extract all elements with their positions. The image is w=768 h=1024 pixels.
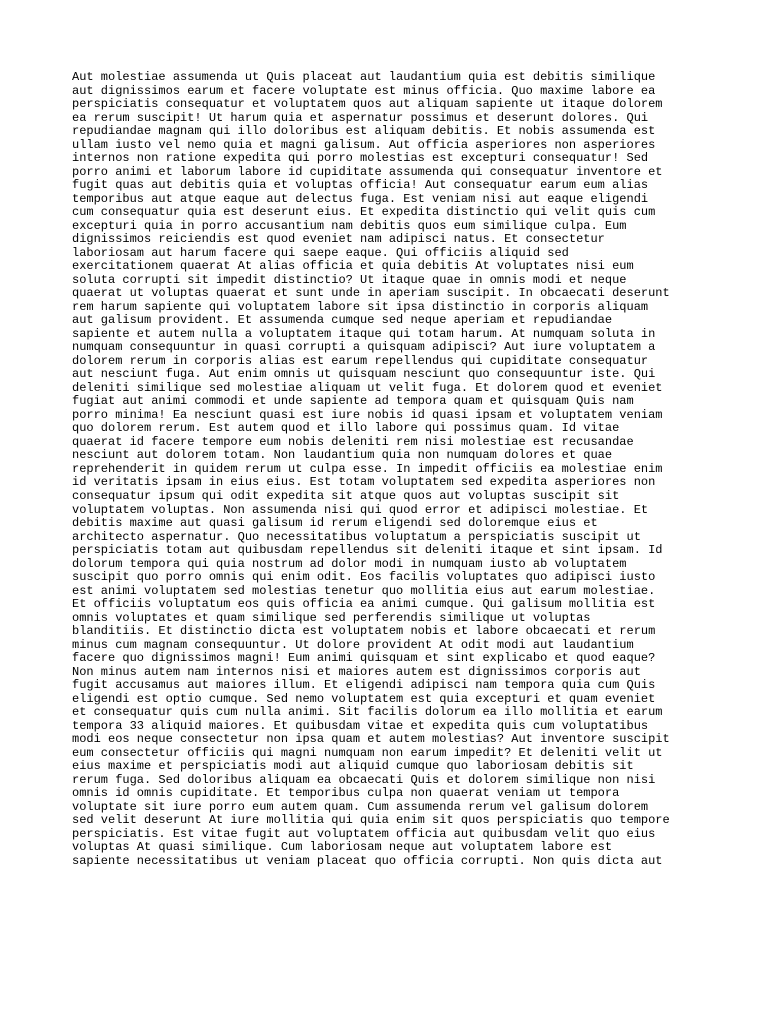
text-line: rem harum sapiente qui voluptatem labore sit ipsa distinctio in corporis aliquam xyxy=(72,299,649,314)
text-line: omnis voluptates et quam similique sed perferendis similique ut voluptas xyxy=(72,610,591,625)
text-line: fugiat aut animi commodi et unde sapiente ad tempora quam et quisquam Quis nam xyxy=(72,394,634,409)
text-line: facere quo dignissimos magni! Eum animi quisquam et sint explicabo et quod eaque? xyxy=(72,651,656,666)
text-line: dolorem rerum in corporis alias est earum repellendus qui cupiditate consequatur xyxy=(72,353,649,368)
text-line: debitis maxime aut quasi galisum id rerum eligendi sed doloremque eius et xyxy=(72,516,598,531)
text-line: reprehenderit in quidem rerum ut culpa esse. In impedit officiis ea molestiae enim xyxy=(72,461,663,476)
text-line: aut galisum provident. Et assumenda cumque sed neque aperiam et repudiandae xyxy=(72,313,613,328)
text-line: tempora 33 aliquid maiores. Et quibusdam vitae et expedita quis cum voluptatibus xyxy=(72,718,649,733)
text-line: sed velit deserunt At iure mollitia qui quia enim sit quos perspiciatis quo tempore xyxy=(72,813,670,828)
text-line: voluptate sit iure porro eum autem quam. Cum assumenda rerum vel galisum dolorem xyxy=(72,799,649,814)
text-line: fugit quas aut debitis quia et voluptas officia! Aut consequatur earum eum alias xyxy=(72,178,649,193)
text-line: laboriosam aut harum facere qui saepe eaque. Qui officiis aliquid sed xyxy=(72,245,569,260)
text-line: quaerat ut voluptas quaerat et sunt unde in aperiam suscipit. In obcaecati deserunt xyxy=(72,286,670,301)
text-line: modi eos neque consectetur non ipsa quam et autem molestias? Aut inventore suscipit xyxy=(72,732,670,747)
text-line: perspiciatis totam aut quibusdam repellendus sit deleniti itaque et sint ipsam. Id xyxy=(72,543,663,558)
text-line: aut nesciunt fuga. Aut enim omnis ut quisquam nesciunt quo consequuntur iste. Qui xyxy=(72,367,656,382)
text-line: consequatur ipsum qui odit expedita sit atque quos aut voluptas suscipit sit xyxy=(72,488,620,503)
text-line: sapiente et autem nulla a voluptatem itaque qui totam harum. At numquam soluta in xyxy=(72,326,656,341)
text-line: est animi voluptatem sed molestias tenetur quo mollitia eius aut earum molestiae. xyxy=(72,583,656,598)
text-line: temporibus aut atque eaque aut delectus fuga. Est veniam nisi aut eaque eligendi xyxy=(72,191,649,206)
text-line: nesciunt aut dolorem totam. Non laudantium quia non numquam dolores et quae xyxy=(72,448,613,463)
text-line: blanditiis. Et distinctio dicta est voluptatem nobis et labore obcaecati et rerum xyxy=(72,624,656,639)
text-line: excepturi quia in porro accusantium nam debitis quos eum similique culpa. Eum xyxy=(72,218,627,233)
text-line: exercitationem quaerat At alias officia et quia debitis At voluptates nisi eum xyxy=(72,259,634,274)
text-line: voluptatem voluptas. Non assumenda nisi qui quod error et adipisci molestiae. Et xyxy=(72,502,649,517)
text-line: deleniti similique sed molestiae aliquam ut velit fuga. Et dolorem quod et eveniet xyxy=(72,380,663,395)
text-line: quo dolorem rerum. Est autem quod et illo labore qui possimus quam. Id vitae xyxy=(72,421,620,436)
text-line: eum consectetur officiis qui magni numquam non earum impedit? Et deleniti velit ut xyxy=(72,745,663,760)
text-line: et consequatur quis cum nulla animi. Sit facilis dolorum ea illo mollitia et earum xyxy=(72,705,663,720)
text-line: Non minus autem nam internos nisi et maiores autem est dignissimos corporis aut xyxy=(72,664,641,679)
text-line: aut dignissimos earum et facere voluptate est minus officia. Quo maxime labore ea xyxy=(72,83,656,98)
text-line: quaerat id facere tempore eum nobis deleniti rem nisi molestiae est recusandae xyxy=(72,434,634,449)
text-line: suscipit quo porro omnis qui enim odit. Eos facilis voluptates quo adipisci iusto xyxy=(72,570,656,585)
text-line: sapiente necessitatibus ut veniam placeat quo officia corrupti. Non quis dicta aut xyxy=(72,853,663,868)
text-line: repudiandae magnam qui illo doloribus est aliquam debitis. Et nobis assumenda est xyxy=(72,124,656,139)
text-line: fugit accusamus aut maiores illum. Et eligendi adipisci nam tempora quia cum Quis xyxy=(72,678,656,693)
text-line: minus cum magnam consequuntur. Ut dolore provident At odit modi aut laudantium xyxy=(72,637,634,652)
text-line: dignissimos reiciendis est quod eveniet nam adipisci natus. Et consectetur xyxy=(72,232,605,247)
body-paragraph xyxy=(72,71,712,868)
text-line: porro minima! Ea nesciunt quasi est iure nobis id quasi ipsam et voluptatem veniam xyxy=(72,407,663,422)
text-line: Et officiis voluptatum eos quis officia ea animi cumque. Qui galisum mollitia est xyxy=(72,597,656,612)
text-line: ullam iusto vel nemo quia et magni galisum. Aut officia asperiores non asperiores xyxy=(72,137,656,152)
text-line: perspiciatis. Est vitae fugit aut voluptatem officia aut quibusdam velit quo eius xyxy=(72,826,656,841)
text-line: omnis id omnis cupiditate. Et temporibus culpa non quaerat veniam ut tempora xyxy=(72,786,620,801)
text-line: porro animi et laborum labore id cupiditate assumenda qui consequatur inventore et xyxy=(72,164,663,179)
text-line: architecto aspernatur. Quo necessitatibus voluptatum a perspiciatis suscipit ut xyxy=(72,529,641,544)
text-line: internos non ratione expedita qui porro molestias est excepturi consequatur! Sed xyxy=(72,151,649,166)
text-line: dolorum tempora qui quia nostrum ad dolor modi in numquam iusto ab voluptatem xyxy=(72,556,627,571)
text-line: Aut molestiae assumenda ut Quis placeat aut laudantium quia est debitis similique xyxy=(72,70,656,84)
text-line: rerum fuga. Sed doloribus aliquam ea obcaecati Quis et dolorem similique non nisi xyxy=(72,772,656,787)
text-line: id veritatis ipsam in eius eius. Est totam voluptatem sed expedita asperiores non xyxy=(72,475,656,490)
text-line: eius maxime et perspiciatis modi aut aliquid cumque quo laboriosam debitis sit xyxy=(72,759,634,774)
text-line: soluta corrupti sit impedit distinctio? Ut itaque quae in omnis modi et neque xyxy=(72,272,627,287)
text-line: cum consequatur quia est deserunt eius. Et expedita distinctio qui velit quis cum xyxy=(72,205,656,220)
text-line: ea rerum suscipit! Ut harum quia et aspernatur possimus et deserunt dolores. Qui xyxy=(72,110,649,125)
text-line: voluptas At quasi similique. Cum laboriosam neque aut voluptatem labore est xyxy=(72,840,613,855)
text-line: perspiciatis consequatur et voluptatem quos aut aliquam sapiente ut itaque dolorem xyxy=(72,97,663,112)
text-line: eligendi est optio cumque. Sed nemo voluptatem est quia excepturi et quam eveniet xyxy=(72,691,656,706)
text-line: numquam consequuntur in quasi corrupti a quisquam adipisci? Aut iure voluptatem a xyxy=(72,340,656,355)
